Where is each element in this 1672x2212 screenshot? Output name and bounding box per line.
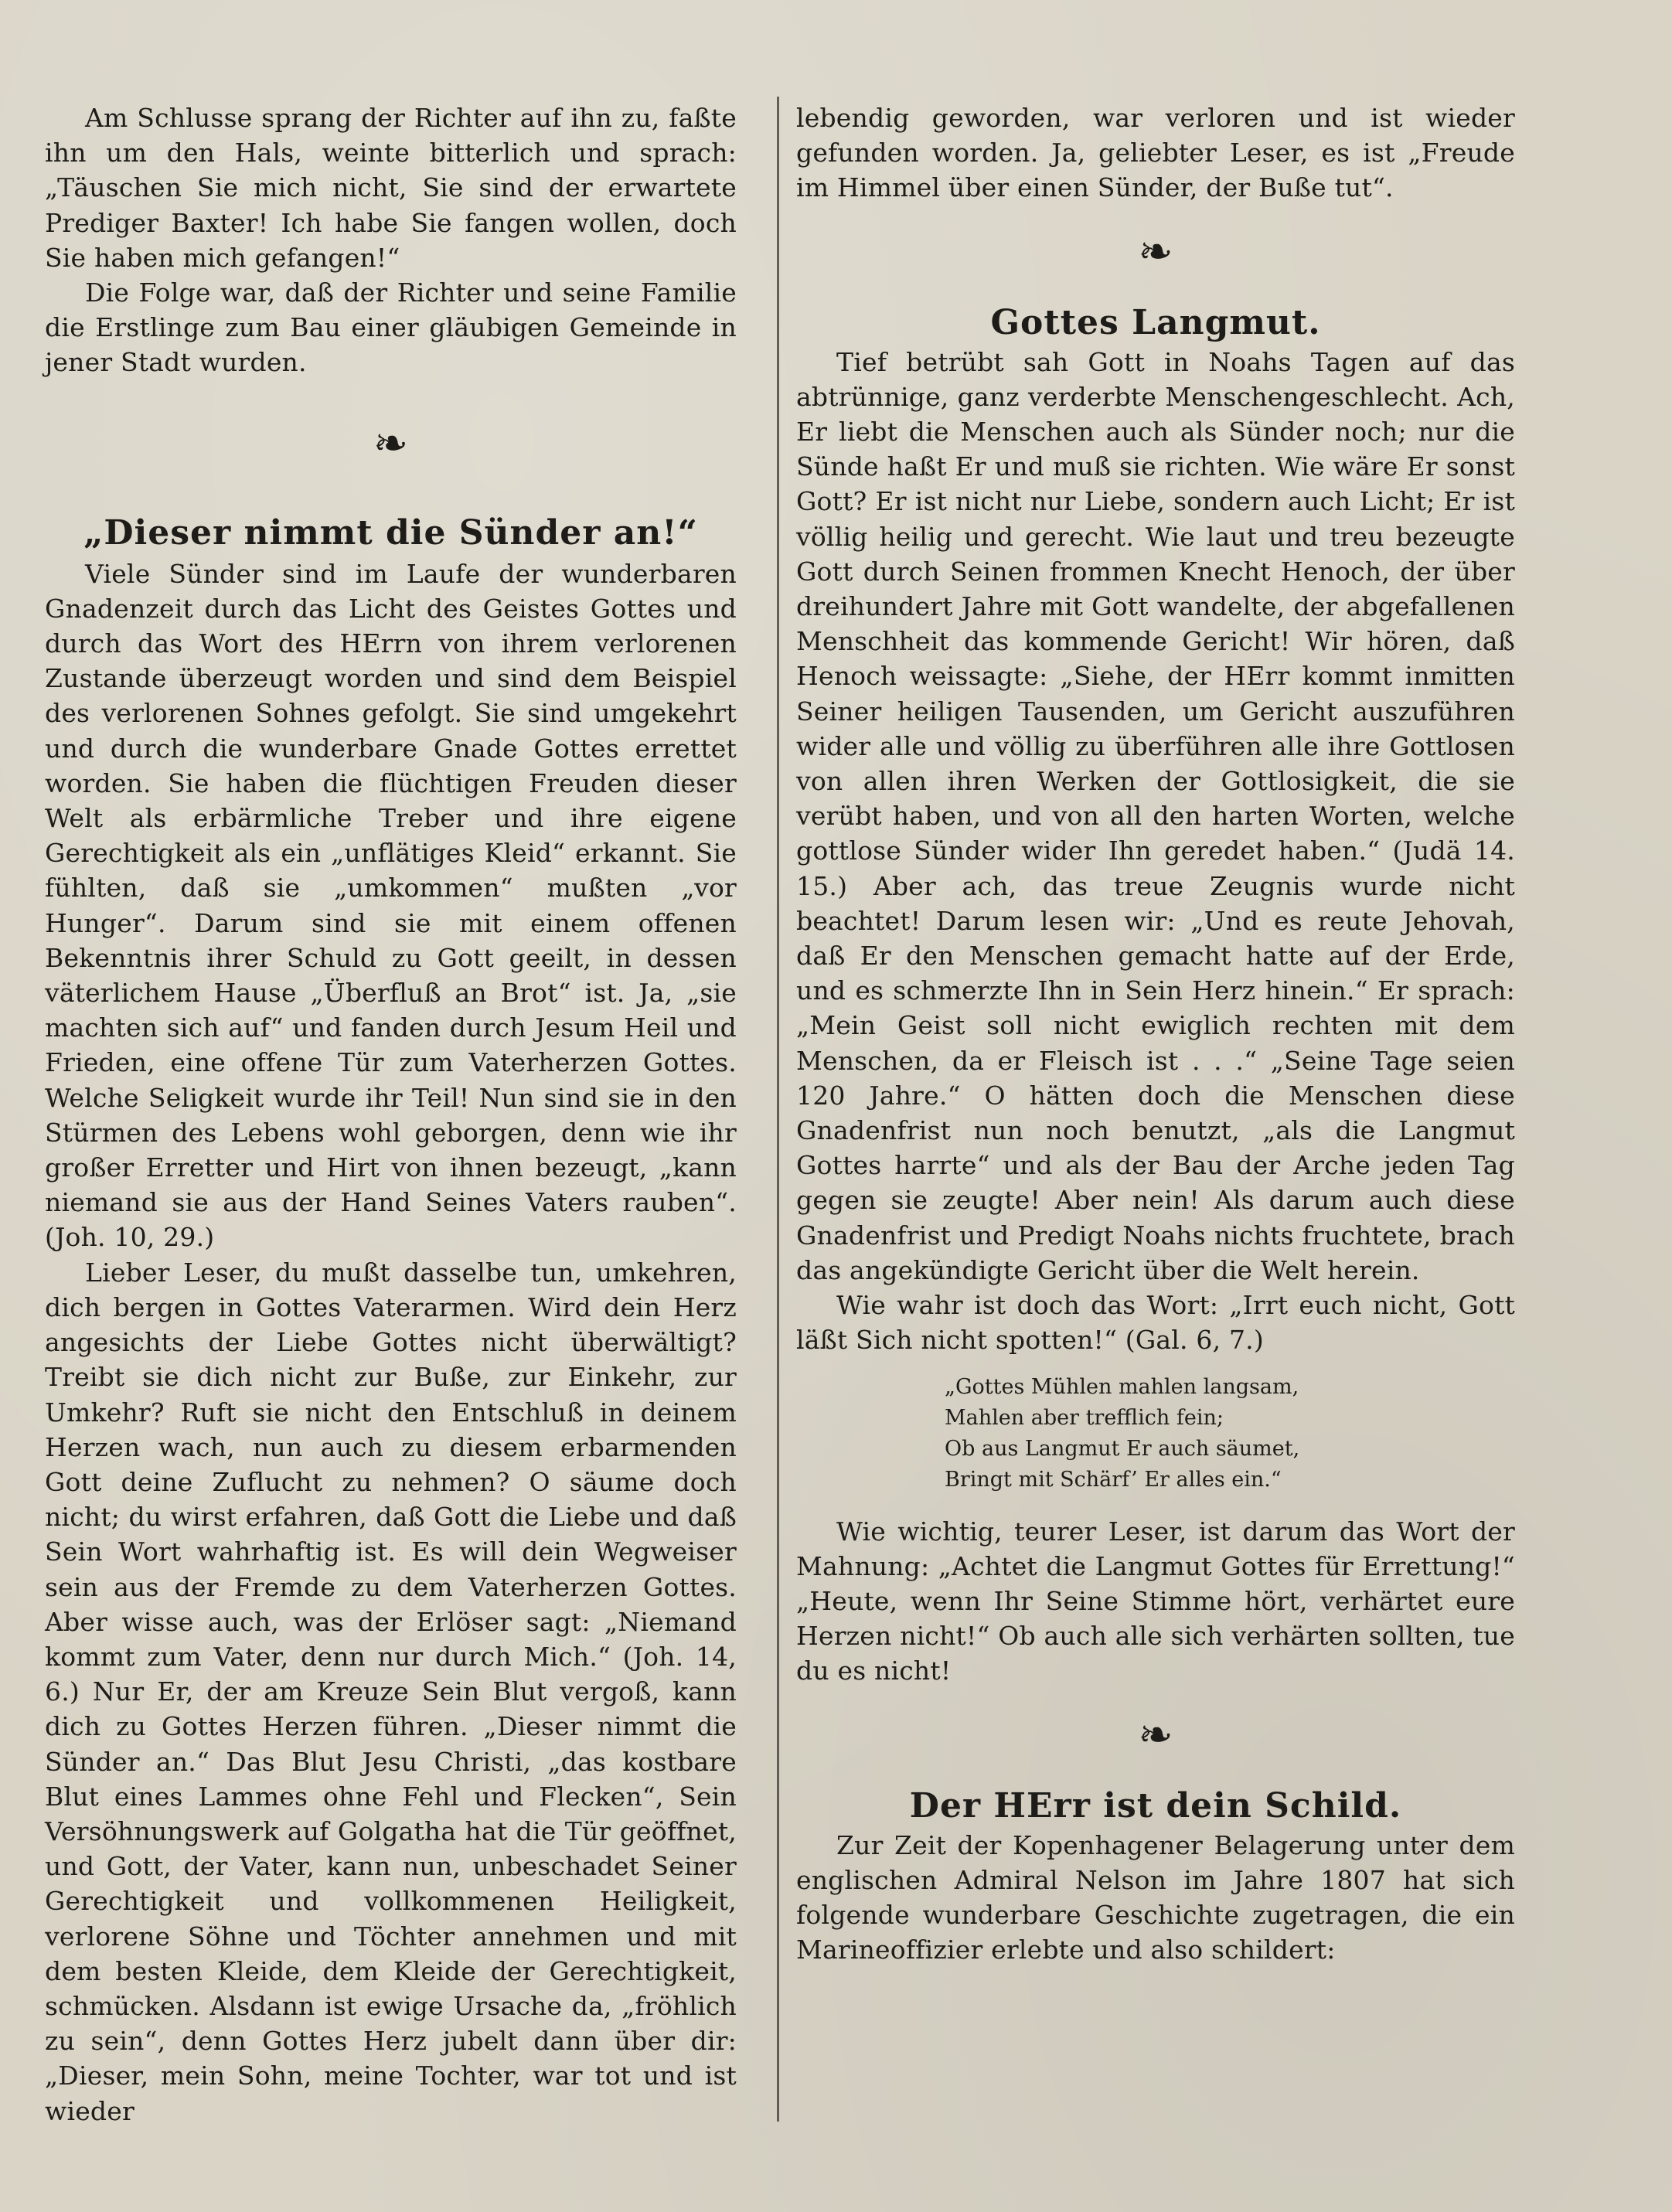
article-heading-langmut: Gottes Langmut. [990, 302, 1321, 342]
poem-line: Mahlen aber trefflich fein; [945, 1405, 1224, 1430]
paragraph-langmut-1: Tief betrübt sah Gott in Noahs Tagen auf das abtrünnige, ganz verderbte Menschengeschlecht. Ach, Er liebt die Menschen auch als Sünder noch; nur die Sünde haßt Er und muß sie richten. Wie wäre Er sonst Gott? Er ist nicht nur Liebe, sondern auch Licht; Er ist völlig heilig und gerecht. Wie laut und treu bezeugte Gott durch Seinen frommen Knecht Henoch, der über dreihundert Jahre mit Gott wandelte, der abgefallenen Menschheit das kommende Gericht! Wir hören, daß Henoch weissagte: „Siehe, der HErr kommt inmitten Seiner heiligen Tausenden, um Gericht auszuführen wider alle und völlig zu überführen alle ihre Gottlosen von allen ihren Werken der Gottlosigkeit, die sie verübt haben, und von all den harten Worten, welche gottlose Sünder wider Ihn geredet haben.“ (Judä 14. 15.) Aber ach, das treue Zeugnis wurde nicht beachtet! Darum lesen wir: „Und es reute Jehovah, daß Er den Menschen gemacht hatte auf der Erde, und es schmerzte Ihn in Sein Herz hinein.“ Er sprach: „Mein Geist soll nicht ewiglich rechten mit dem Menschen, da er Fleisch ist . . .“ „Seine Tage seien 120 Jahre.“ O hätten doch die Menschen diese Gnadenfrist nun noch benutzt, „als die Langmut Gottes harrte“ und als der Bau der Arche jeden Tag gegen sie zeugte! Aber nein! Als darum auch diese Gnadenfrist und Predigt Noahs nichts fruchtete, brach das angekündigte Gericht über die Welt herein. [796, 346, 1515, 1285]
column-divider [777, 97, 779, 2122]
paragraph-sinners-2: Lieber Leser, du mußt dasselbe tun, umkehren, dich bergen in Gottes Vaterarmen. Wird dein Herz angesichts der Liebe Gottes nicht überwältigt? Treibt sie dich nicht zur Buße, zur Einkehr, zur Umkehr? Ruft sie nicht den Entschluß in deinem Herzen wach, nun auch zu diesem erbarmenden Gott deine Zuflucht zu nehmen? O säume doch nicht; du wirst erfahren, daß Gott die Liebe und daß Sein Wort wahrhaftig ist. Es will dein Wegweiser sein aus der Fremde zu dem Vaterherzen Gottes. Aber wisse auch, was der Erlöser sagt: „Niemand kommt zum Vater, denn nur durch Mich.“ (Joh. 14, 6.) Nur Er, der am Kreuze Sein Blut vergoß, kann dich zu Gottes Herzen führen. „Dieser nimmt die Sünder an.“ Das Blut Jesu Christi, „das kostbare Blut eines Lammes ohne Fehl und Flecken“, Sein Versöhnungswerk auf Golgatha hat die Tür geöffnet, und Gott, der Vater, kann nun, unbeschadet Seiner Gerechtigkeit und vollkommenen Heiligkeit, verlorene Söhne und Töchter annehmen und mit dem besten Kleide, dem Kleide der Gerechtigkeit, schmücken. Alsdann ist ewige Ursache da, „fröhlich zu sein“, denn Gottes Herz jubelt dann über dir: „Dieser, mein Sohn, meine Tochter, war tot und ist wieder [45, 1257, 737, 2126]
paragraph-sinners-1: Viele Sünder sind im Laufe der wunderbaren Gnadenzeit durch das Licht des Geistes Gottes und durch das Wort des HErrn von ihrem verlorenen Zustande überzeugt worden und sind dem Beispiel des verlorenen Sohnes gefolgt. Sie sind umgekehrt und durch die wunderbare Gnade Gottes errettet worden. Sie haben die flüchtigen Freuden dieser Welt als erbärmliche Treber und ihre eigene Gerechtigkeit als ein „unflätiges Kleid“ erkannt. Sie fühlten, daß sie „umkommen“ mußten „vor Hunger“. Darum sind sie mit einem offenen Bekenntnis ihrer Schuld zu Gott geeilt, in dessen väterlichem Hause „Überfluß an Brot“ ist. Ja, „sie machten sich auf“ und fanden durch Jesum Heil und Frieden, eine offene Tür zum Vaterherzen Gottes. Welche Seligkeit wurde ihr Teil! Nun sind sie in den Stürmen des Lebens wohl geborgen, denn wie ihr großer Erretter und Hirt von ihnen bezeugt, „kann niemand sie aus der Hand Seines Vaters rauben“. (Joh. 10, 29.) [45, 558, 737, 1253]
poem-line: „Gottes Mühlen mahlen langsam, [945, 1374, 1299, 1399]
paragraph-langmut-2: Wie wahr ist doch das Wort: „Irrt euch nicht, Gott läßt Sich nicht spotten!“ (Gal. 6, 7.) [796, 1290, 1515, 1356]
right-column [796, 100, 1515, 1967]
ornament-icon: ❧ [1138, 1710, 1173, 1759]
paragraph-continuation: lebendig geworden, war verloren und ist wieder gefunden worden. Ja, geliebter Leser, es ist „Freude im Himmel über einen Sünder, der Buße tut“. [796, 103, 1515, 203]
ornament-icon: ❧ [1138, 226, 1173, 276]
ornament-icon: ❧ [373, 418, 409, 468]
poem-block [945, 1372, 1515, 1496]
article-heading-sinners: „Dieser nimmt die Sünder an!“ [83, 512, 698, 553]
article-heading-schild: Der HErr ist dein Schild. [909, 1785, 1402, 1826]
poem-line: Bringt mit Schärf’ Er alles ein.“ [945, 1467, 1282, 1492]
paragraph-schild-1: Zur Zeit der Kopenhagener Belagerung unter dem englischen Admiral Nelson im Jahre 1807 hat sich folgende wunderbare Geschichte zugetragen, die ein Marineoffizier erlebte und also schildert: [796, 1829, 1515, 1965]
poem-line: Ob aus Langmut Er auch säumet, [945, 1436, 1300, 1461]
paragraph-judge-family: Die Folge war, daß der Richter und seine Familie die Erstlinge zum Bau einer gläubigen Gemeinde in jener Stadt wurden. [45, 277, 737, 378]
paragraph-langmut-3: Wie wichtig, teurer Leser, ist darum das Wort der Mahnung: „Achtet die Langmut Gottes für Errettung!“ „Heute, wenn Ihr Seine Stimme hört, verhärtet eure Herzen nicht!“ Ob auch alle sich verhärten sollten, tue du es nicht! [796, 1516, 1515, 1686]
paragraph-baxter-ending: Am Schlusse sprang der Richter auf ihn zu, faßte ihn um den Hals, weinte bitterlich und sprach: „Täuschen Sie mich nicht, Sie sind der erwartete Prediger Baxter! Ich habe Sie fangen wollen, doch Sie haben mich gefangen!“ [45, 103, 737, 273]
left-column [45, 100, 737, 2129]
